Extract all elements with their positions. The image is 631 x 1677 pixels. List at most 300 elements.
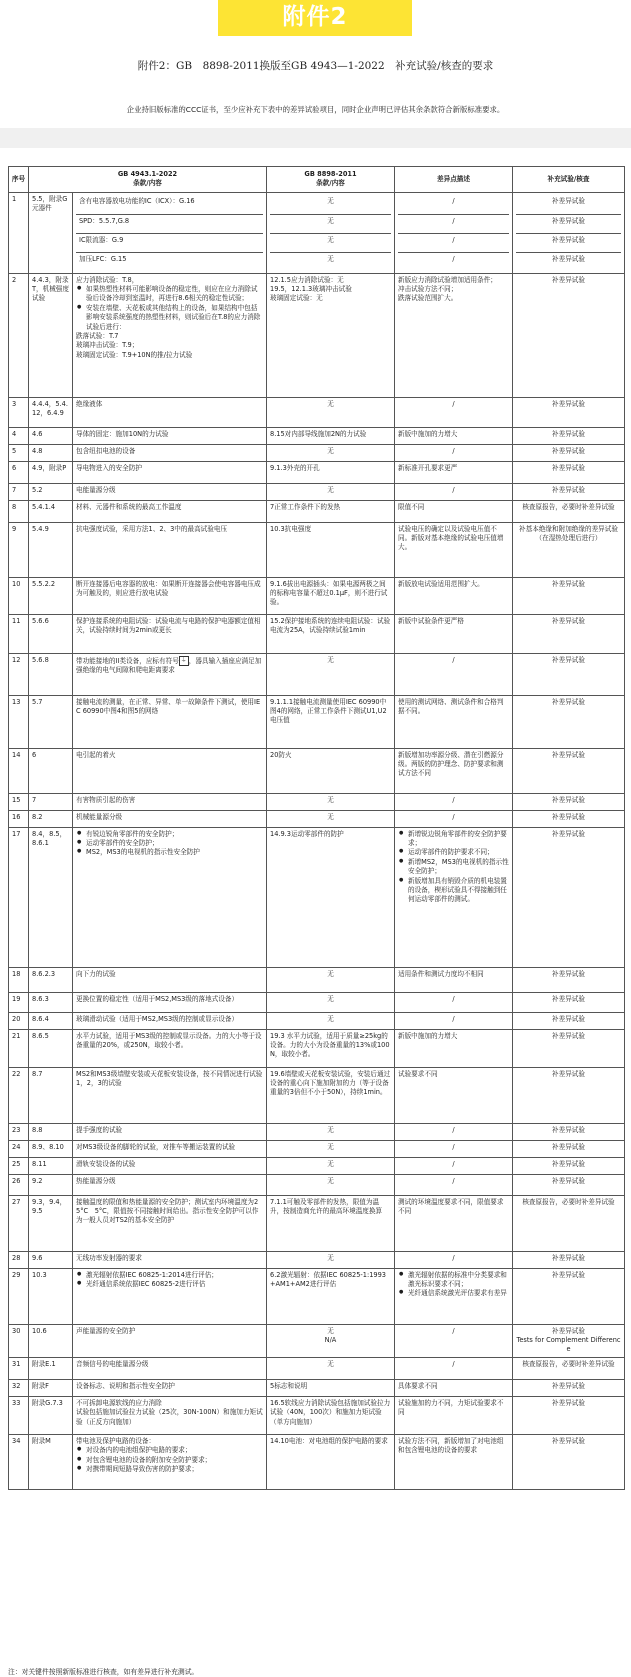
diff-text: /	[452, 795, 455, 804]
new-clause: 5.6.6	[29, 614, 73, 653]
difference-content	[395, 1396, 513, 1434]
bullet-item: ● 光纤通信系统激光评估要求有差异	[398, 1289, 509, 1298]
supplement-content: 补差异试验	[513, 1268, 625, 1324]
difference-content	[395, 1029, 513, 1067]
row-number: 9	[9, 522, 29, 577]
diff-text: /	[452, 1253, 455, 1262]
old-content: 无	[267, 992, 395, 1012]
diff-text: 新版放电试验适用范围扩大。	[398, 579, 484, 588]
new-text: 机械能量源分级	[76, 812, 123, 821]
new-clause: 5.4.9	[29, 522, 73, 577]
diff-text: 新版中施加的力增大	[398, 1031, 458, 1040]
new-clause: 附录F	[29, 1379, 73, 1396]
difference-content	[395, 1268, 513, 1324]
supplement-content: 补差异试验	[513, 397, 625, 427]
diff-text: 试验要求不同	[398, 1069, 438, 1078]
new-clause: 9.6	[29, 1251, 73, 1268]
difference-content	[395, 1357, 513, 1379]
table-row	[9, 695, 625, 748]
new-text: MS2和MS3级墙壁安装或天花板安装设备，按不同情况进行试验1，2，3的试验	[76, 1069, 263, 1088]
new-content	[73, 1029, 267, 1067]
new-clause: 8.9、8.10	[29, 1140, 73, 1157]
difference-content	[395, 1324, 513, 1357]
diff-sub-item: /	[452, 196, 455, 205]
table-row	[9, 967, 625, 992]
old-content: 5标志和说明	[267, 1379, 395, 1396]
table-row	[9, 1251, 625, 1268]
supplement-content: 补差异试验	[513, 793, 625, 810]
new-content	[73, 397, 267, 427]
diff-text: 测试的环境温度要求不同，限值要求不同	[398, 1197, 504, 1216]
difference-content	[395, 192, 513, 273]
new-clause: 5.5.2.2	[29, 577, 73, 614]
table-row	[9, 748, 625, 793]
new-text: 导体的固定：施加10N的力试验	[76, 429, 169, 438]
new-content	[73, 192, 267, 273]
old-content: 6.2激光辐射：依据IEC 60825-1:1993+AM1+AM2进行评估	[267, 1268, 395, 1324]
diff-text: /	[452, 399, 455, 408]
new-clause: 10.3	[29, 1268, 73, 1324]
difference-content	[395, 748, 513, 793]
new-clause: 10.6	[29, 1324, 73, 1357]
diff-text: 限值不同	[398, 502, 425, 511]
header-old-standard: GB 8898-2011 条款/内容	[267, 167, 395, 193]
new-text: 对MS3级设备的脚轮的试验，对推车等搬运装置的试验	[76, 1142, 236, 1151]
diff-text: 具体要求不同	[398, 1381, 438, 1390]
old-content: 无	[267, 1140, 395, 1157]
difference-content	[395, 793, 513, 810]
new-content	[73, 748, 267, 793]
row-number: 18	[9, 967, 29, 992]
new-text: 向下力的试验	[76, 969, 116, 978]
diff-sub-item: /	[398, 252, 509, 271]
supplement-content: 补差异试验	[513, 695, 625, 748]
new-clause: 8.6.4	[29, 1012, 73, 1029]
row-number: 30	[9, 1324, 29, 1357]
bullet-item: ● 激光辐射依据的标准中分类要求和激光标识要求不同；	[398, 1271, 509, 1290]
new-clause: 8.6.3	[29, 992, 73, 1012]
new-content	[73, 1396, 267, 1434]
supplement-content: 补差异试验	[513, 1157, 625, 1174]
old-content: 14.10电池：对电池组的保护电路的要求	[267, 1434, 395, 1489]
difference-content	[395, 1012, 513, 1029]
bullet-item: ● 如果热塑性材料可能影响设备的稳定性，则应在应力消除试验后设备冷却到室温时，再进行8.6相关的稳定性试验；	[76, 285, 263, 304]
supplement-content: 补基本绝缘和附加绝缘的差异试验（在湿热处理后进行）	[513, 522, 625, 577]
new-clause: 5.2	[29, 483, 73, 500]
row-number: 20	[9, 1012, 29, 1029]
sup-sub-item: 补差异试验	[552, 196, 585, 205]
diff-text: 试验施加的力不同，力矩试验要求不同	[398, 1398, 504, 1417]
difference-content	[395, 1251, 513, 1268]
new-content	[73, 653, 267, 695]
difference-content	[395, 695, 513, 748]
old-content: 10.3抗电强度	[267, 522, 395, 577]
table-row	[9, 522, 625, 577]
new-content	[73, 992, 267, 1012]
table-row	[9, 444, 625, 461]
table-row	[9, 1174, 625, 1195]
row-number: 16	[9, 810, 29, 827]
table-row	[9, 1029, 625, 1067]
row-number: 6	[9, 461, 29, 483]
table-row	[9, 992, 625, 1012]
new-content	[73, 1012, 267, 1029]
requirements-document	[8, 150, 624, 1655]
old-content: 无	[267, 793, 395, 810]
new-text: 保护连接系统的电阻试验：试验电流与电路的保护电器额定值相关，试验持续时间为2min或更长	[76, 616, 261, 635]
table-row	[9, 1324, 625, 1357]
table-row	[9, 1396, 625, 1434]
old-content: 16.5软线应力消除试验包括施加试验拉力试验（40N，100次）和施加力矩试验（单方向施加）	[267, 1396, 395, 1434]
diff-text: 试验电压的确定以及试验电压值不同。新版对基本绝缘的试验电压值增大。	[398, 524, 504, 552]
row-number: 14	[9, 748, 29, 793]
old-content: 无	[267, 967, 395, 992]
table-row	[9, 1379, 625, 1396]
bullet-item: ● 运动零部件的防护要求不同；	[398, 848, 509, 857]
new-content	[73, 1379, 267, 1396]
new-clause: 8.11	[29, 1157, 73, 1174]
supplement-content: 核查原报告，必要时补差异试验	[513, 1195, 625, 1251]
table-row	[9, 500, 625, 522]
table-row	[9, 1195, 625, 1251]
old-content: 无	[267, 1251, 395, 1268]
supplement-content	[513, 192, 625, 273]
diff-sub-item: /	[398, 233, 509, 252]
old-content: 无	[267, 483, 395, 500]
new-content	[73, 827, 267, 967]
old-content: 9.1.6拔出电源插头：如果电源两极之间的标称电容量不超过0.1μF，则不进行试验。	[267, 577, 395, 614]
row-number: 27	[9, 1195, 29, 1251]
new-clause: 4.4.3，附录T，机械强度试验	[29, 273, 73, 397]
new-clause: 5.5，附录G元器件	[29, 192, 73, 273]
diff-text: 新版应力消除试验增加适用条件； 冲击试验方法不同； 跌落试验范围扩大。	[398, 275, 497, 303]
supplement-content: 补差异试验	[513, 427, 625, 444]
supplement-content: 补差异试验	[513, 483, 625, 500]
old-sub-item: 无	[270, 233, 391, 252]
bullet-item: ● MS2，MS3的电视机的指示性安全防护	[76, 848, 263, 857]
diff-text: 新版中试验条件更严格	[398, 616, 464, 625]
old-content: 9.1.3外壳的开孔	[267, 461, 395, 483]
diff-text: /	[452, 1176, 455, 1185]
diff-text: /	[452, 994, 455, 1003]
old-content: 无	[267, 1357, 395, 1379]
new-content	[73, 1324, 267, 1357]
old-content: 8.15对内部导线施加2N的力试验	[267, 427, 395, 444]
banner-title: 附件2	[282, 4, 348, 30]
table-row	[9, 793, 625, 810]
new-content	[73, 1434, 267, 1489]
new-content	[73, 1067, 267, 1123]
difference-content	[395, 461, 513, 483]
table-row	[9, 1012, 625, 1029]
bullet-item: ● 运动零部件的安全防护；	[76, 839, 263, 848]
difference-content	[395, 992, 513, 1012]
new-text: 水平力试验，适用于MS3级的控制或显示设备。力的大小等于设备重量的20%，或250N，取较小者。	[76, 1031, 262, 1050]
new-text: 玻璃滑动试验（适用于MS2,MS3级的控制或显示设备）	[76, 1014, 239, 1023]
old-content: 19.3 水平力试验，适用于质量≥25kg的设备。力的大小为设备重量的13%或100N，取较小者。	[267, 1029, 395, 1067]
diff-text: /	[452, 446, 455, 455]
diff-text: 适用条件和测试力度均不相同	[398, 969, 484, 978]
header-no: 序号	[9, 167, 29, 193]
supplement-content: 核查原报告，必要时补差异试验	[513, 1357, 625, 1379]
supplement-content: 补差异试验	[513, 461, 625, 483]
row-number: 34	[9, 1434, 29, 1489]
new-content	[73, 427, 267, 444]
supplement-content: 补差异试验	[513, 1251, 625, 1268]
supplement-content: 补差异试验	[513, 1067, 625, 1123]
new-content	[73, 793, 267, 810]
sub-item: SPD：5.5.7,G.8	[76, 214, 263, 233]
document-subtitle: 附件2：GB 8898-2011换版至GB 4943—1-2022 补充试验/核查的要求	[137, 60, 494, 72]
bullet-item: ● 光纤通信系统依据IEC 60825-2进行评估	[76, 1280, 263, 1289]
supplement-content: 补差异试验	[513, 614, 625, 653]
diff-text: /	[452, 1359, 455, 1368]
difference-content	[395, 1140, 513, 1157]
old-content: 无	[267, 810, 395, 827]
table-row	[9, 483, 625, 500]
row-number: 23	[9, 1123, 29, 1140]
new-text: 无线功率发射器的要求	[76, 1253, 142, 1262]
difference-content	[395, 827, 513, 967]
diff-text: 试验方法不同，新版增加了对电池组和包含锂电池的设备的要求	[398, 1436, 504, 1455]
old-content: 7正常工作条件下的发热	[267, 500, 395, 522]
new-content	[73, 695, 267, 748]
bullet-item: ● 新版增加具有销毁介质的机电装置的设备，楔形试验具不得接触到任何运动零部件的测试。	[398, 877, 509, 905]
intro-text: 企业持旧版标准的CCC证书，至少应补充下表中的差异试验项目，同时企业声明已评估其余条款符合新版标准要求。	[126, 105, 505, 114]
new-content	[73, 967, 267, 992]
new-content	[73, 500, 267, 522]
table-row	[9, 1268, 625, 1324]
diff-text: /	[452, 1142, 455, 1151]
new-content	[73, 1251, 267, 1268]
bullet-item: ● 对包含锂电池的设备的附加安全防护要求；	[76, 1456, 263, 1465]
supplement-content: 补差异试验	[513, 1434, 625, 1489]
supplement-content: 补差异试验	[513, 273, 625, 397]
supplement-content: 补差异试验	[513, 1123, 625, 1140]
new-text: 热能量源分级	[76, 1176, 116, 1185]
row-number: 26	[9, 1174, 29, 1195]
new-content	[73, 810, 267, 827]
supplement-content: 补差异试验	[513, 1174, 625, 1195]
new-text: 断开连接器后电容器的放电：如果断开连接器会使电容器电压成为可触及的，则应进行放电试验	[76, 579, 261, 598]
new-text: 音频信号的电能量源分级	[76, 1359, 149, 1368]
old-sub-item: 无	[327, 196, 334, 205]
difference-content	[395, 500, 513, 522]
difference-content	[395, 1157, 513, 1174]
table-row	[9, 1157, 625, 1174]
new-bullet-list	[76, 285, 263, 332]
bullet-item: ● 新增MS2，MS3的电视机的指示性安全防护；	[398, 858, 509, 877]
row-number: 10	[9, 577, 29, 614]
row-number: 25	[9, 1157, 29, 1174]
header-supplement: 补充试验/核查	[513, 167, 625, 193]
new-intro: 应力消除试验：T.8，	[76, 275, 139, 284]
new-clause: 7	[29, 793, 73, 810]
new-text: 包含纽扣电池的设备	[76, 446, 136, 455]
row-number: 12	[9, 653, 29, 695]
diff-text: 新标准开孔要求更严	[398, 463, 458, 472]
row-number: 32	[9, 1379, 29, 1396]
difference-content	[395, 810, 513, 827]
new-clause: 附录M	[29, 1434, 73, 1489]
row-number: 2	[9, 273, 29, 397]
new-clause: 8.6.2.3	[29, 967, 73, 992]
new-tail: 跌落试验：T.7 玻璃冲击试验：T.9； 玻璃固定试验：T.9+10N的推/拉力试验	[76, 331, 193, 359]
old-content: 12.1.5应力消除试验：无 19.5，12.1.3玻璃冲击试验 玻璃固定试验：无	[267, 273, 395, 397]
old-content: 无	[267, 1157, 395, 1174]
new-content	[73, 461, 267, 483]
new-text: 导电物进入的安全防护	[76, 463, 142, 472]
table-body	[9, 192, 625, 1489]
row-number: 8	[9, 500, 29, 522]
new-text: 滑轨安装设备的试验	[76, 1159, 136, 1168]
new-clause: 4.4.4，5.4.12，6.4.9	[29, 397, 73, 427]
old-content: 19.6墙壁或天花板安装试验，安装后通过设备的重心向下施加附加的力（等于设备重量的3倍但不小于50N），持续1min。	[267, 1067, 395, 1123]
new-content	[73, 444, 267, 461]
difference-content	[395, 1379, 513, 1396]
new-clause: 8.8	[29, 1123, 73, 1140]
diff-text: /	[452, 1326, 455, 1335]
difference-content	[395, 444, 513, 461]
old-content: 无	[267, 444, 395, 461]
old-content: 无	[267, 653, 395, 695]
new-clause: 8.4，8.5，8.6.1	[29, 827, 73, 967]
row-number: 24	[9, 1140, 29, 1157]
new-content	[73, 1123, 267, 1140]
table-row	[9, 397, 625, 427]
difference-content	[395, 1195, 513, 1251]
row-number: 1	[9, 192, 29, 273]
table-row	[9, 1434, 625, 1489]
earth-symbol-icon: ⏚	[180, 656, 187, 664]
new-content	[73, 483, 267, 500]
diff-text: 新版中施加的力增大	[398, 429, 458, 438]
table-row	[9, 1123, 625, 1140]
old-content: 无	[267, 1123, 395, 1140]
supplement-content: 补差异试验	[513, 827, 625, 967]
diff-bullet-list	[398, 830, 509, 905]
old-content: 14.9.3运动零部件的防护	[267, 827, 395, 967]
attachment-banner	[218, 0, 412, 36]
new-clause: 附录G.7.3	[29, 1396, 73, 1434]
row-number: 28	[9, 1251, 29, 1268]
sub-item: 含有电容器放电功能的IC（ICX）：G.16	[79, 196, 195, 205]
diff-text: /	[452, 812, 455, 821]
old-content: 无	[267, 1012, 395, 1029]
new-text: 设备标志、说明和指示性安全防护	[76, 1381, 175, 1390]
sup-sub-item: 补差异试验	[516, 233, 621, 252]
new-text: 有害物质引起的伤害	[76, 795, 136, 804]
bullet-item: ● 新增锐边锐角零部件的安全防护要求；	[398, 830, 509, 849]
new-text: 抗电强度试验，采用方法1、2、3中的最高试验电压	[76, 524, 228, 533]
new-clause: 8.7	[29, 1067, 73, 1123]
new-clause: 4.6	[29, 427, 73, 444]
difference-content	[395, 653, 513, 695]
new-text-pre: 带功能接地的II类设备，应标有符号	[76, 656, 179, 665]
diff-text: /	[452, 485, 455, 494]
table-row	[9, 614, 625, 653]
row-number: 31	[9, 1357, 29, 1379]
difference-content	[395, 273, 513, 397]
row-number: 13	[9, 695, 29, 748]
table-row	[9, 1140, 625, 1157]
new-text: 绝缘液体	[76, 399, 103, 408]
new-bullet-list	[76, 830, 263, 858]
row-number: 29	[9, 1268, 29, 1324]
difference-content	[395, 1067, 513, 1123]
old-content: 20防火	[267, 748, 395, 793]
old-content: 无	[267, 1174, 395, 1195]
supplement-content: 补差异试验	[513, 1012, 625, 1029]
new-text: 材料、元器件和系统的最高工作温度	[76, 502, 182, 511]
supplement-content: 补差异试验	[513, 577, 625, 614]
difference-content	[395, 483, 513, 500]
new-content	[73, 273, 267, 397]
diff-text: /	[452, 1014, 455, 1023]
old-content: 7.1.1可触及零部件的发热，限值为温升，按制造商允许的最高环境温度换算	[267, 1195, 395, 1251]
new-clause: 8.6.5	[29, 1029, 73, 1067]
new-content	[73, 1174, 267, 1195]
difference-content	[395, 1434, 513, 1489]
new-content	[73, 1357, 267, 1379]
row-number: 15	[9, 793, 29, 810]
diff-text: /	[452, 1125, 455, 1134]
difference-content	[395, 1123, 513, 1140]
row-number: 22	[9, 1067, 29, 1123]
old-content: 9.1.1.1接触电流测量使用IEC 60990中图4的网络，正常工作条件下测试U1,U2电压值	[267, 695, 395, 748]
old-content	[267, 192, 395, 273]
diff-text: /	[452, 1159, 455, 1168]
new-clause: 4.9，附录P	[29, 461, 73, 483]
row-number: 4	[9, 427, 29, 444]
row-number: 7	[9, 483, 29, 500]
new-clause: 5.4.1.4	[29, 500, 73, 522]
table-row	[9, 192, 625, 273]
supplement-content: 补差异试验	[513, 748, 625, 793]
footnote: 注：对关键件按照新版标准进行核查，如有差异进行补充测试。	[8, 1668, 199, 1676]
section-divider	[0, 128, 631, 148]
new-clause: 4.8	[29, 444, 73, 461]
bullet-item: ● 激光辐射依据IEC 60825-1:2014进行评估；	[76, 1271, 263, 1280]
table-row	[9, 827, 625, 967]
table-row	[9, 273, 625, 397]
row-number: 21	[9, 1029, 29, 1067]
old-sub-item: 无	[270, 252, 391, 271]
new-clause: 9.3，9.4，9.5	[29, 1195, 73, 1251]
new-text-post: ，器具输入插座应满足加强绝缘的电气间隙和爬电距离要求	[76, 656, 262, 675]
old-content: 无	[267, 397, 395, 427]
table-row	[9, 1357, 625, 1379]
new-text: 提手强度的试验	[76, 1125, 123, 1134]
new-clause: 5.6.8	[29, 653, 73, 695]
new-content	[73, 614, 267, 653]
difference-content	[395, 577, 513, 614]
new-text: 电能量源分级	[76, 485, 116, 494]
bullet-item: ● 安装在墙壁、天花板或其他结构上的设备，如果结构中包括影响安装系统强度的热塑性材料，则试验后在T.8的应力消除试验后进行：	[76, 304, 263, 332]
diff-sub-item: /	[398, 214, 509, 233]
row-number: 33	[9, 1396, 29, 1434]
bullet-item: ● 对携带期间短路导致伤害的防护要求；	[76, 1465, 263, 1474]
new-content	[73, 1268, 267, 1324]
supplement-content: 补差异试验 Tests for Complement Difference	[513, 1324, 625, 1357]
new-text: 接触温度的限值和热能量源的安全防护；测试室内环境温度为25°C 5°C，限值按不同接触时间给出。指示性安全防护可以作为一般人员对TS2的基本安全防护	[76, 1197, 259, 1225]
row-number: 17	[9, 827, 29, 967]
row-number: 11	[9, 614, 29, 653]
new-text: 接触电流的测量，在正常、异常、单一故障条件下测试，使用IEC 60990中图4和图5的网络	[76, 697, 261, 716]
table-row	[9, 577, 625, 614]
new-bullet-list	[76, 1446, 263, 1474]
new-text: 电引起的着火	[76, 750, 116, 759]
